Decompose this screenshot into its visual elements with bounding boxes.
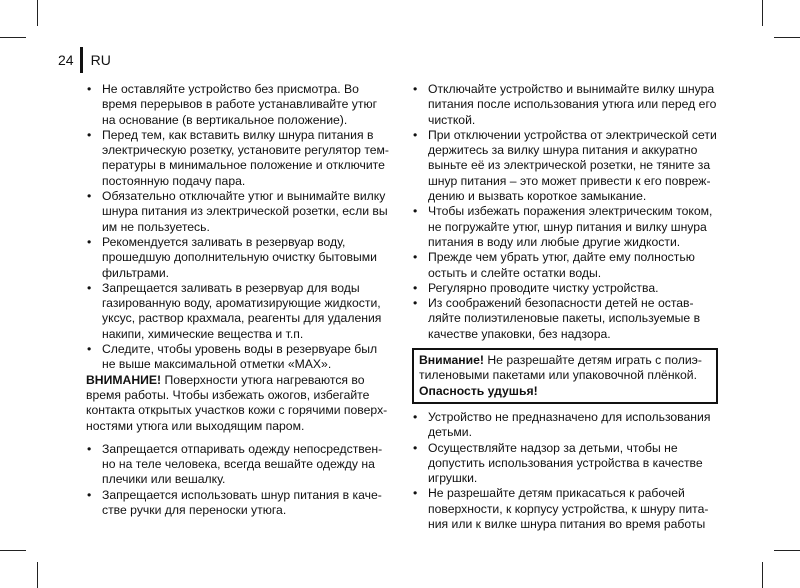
warning-box-label: Внимание! [419, 353, 484, 368]
list-item: • Не оставляйте устройство без присмотра. Во время перерывов в работе устанавливайте утюг на основание (в вертикальное положение). [86, 82, 390, 128]
list-item: • Перед тем, как вставить вилку шнура питания в электрическую розетку, установите регулятор тем-пературы в минимальное положение и отключите постоянную подачу пара. [86, 128, 390, 189]
crop-mark [762, 0, 763, 26]
warning-paragraph [86, 373, 390, 434]
warning-text: Поверхности утюга нагреваются во время работы. Чтобы избежать ожогов, избегайте контакта открытых участков кожи с горячими поверх-ностями утюга или выходящим паром. [86, 372, 388, 433]
list-item: • Отключайте устройство и вынимайте вилку шнура питания после использования утюга или перед его чисткой. [412, 82, 718, 128]
left-column [86, 82, 390, 518]
list-item: • Регулярно проводите чистку устройства. [412, 281, 718, 296]
list-item: • Запрещается заливать в резервуар для воды газированную воду, ароматизирующие жидкости, уксус, раствор крахмала, реагенты для удаления накипи, химические вещества и т.п. [86, 281, 390, 342]
crop-mark [774, 37, 800, 38]
crop-mark [0, 550, 26, 551]
crop-mark [37, 0, 38, 26]
language-code: RU [90, 52, 111, 68]
list-item: • Осуществляйте надзор за детьми, чтобы не допустить использования устройства в качестве игрушки. [412, 441, 718, 487]
list-item: • Обязательно отключайте утюг и вынимайте вилку шнура питания из электрической розетки, если вы им не пользуетесь. [86, 189, 390, 235]
warning-box-danger: Опасность удушья! [419, 383, 538, 398]
crop-mark [762, 562, 763, 588]
warning-label: ВНИМАНИЕ! [86, 372, 162, 387]
crop-mark [37, 562, 38, 588]
list-item: • Рекомендуется заливать в резервуар воду, прошедшую дополнительную очистку бытовыми фильтрами. [86, 235, 390, 281]
warning-box [412, 348, 718, 404]
list-item: • Прежде чем убрать утюг, дайте ему полностью остыть и слейте остатки воды. [412, 250, 718, 281]
list-item: • Запрещается отпаривать одежду непосредствен-но на теле человека, всегда вешайте одежду на плечики или вешалку. [86, 442, 390, 488]
list-item: • Запрещается использовать шнур питания в каче-стве ручки для переноски утюга. [86, 488, 390, 519]
crop-mark [0, 37, 26, 38]
right-column [412, 82, 718, 532]
crop-mark [774, 550, 800, 551]
warning-box-text: Не разрешайте детям играть с полиэ-тиленовыми пакетами или упаковочной плёнкой. [419, 353, 702, 383]
list-item: • Из соображений безопасности детей не остав-ляйте полиэтиленовые пакеты, используемые в качестве упаковки, без надзора. [412, 296, 718, 342]
safety-list [412, 410, 718, 532]
list-item: • Чтобы избежать поражения электрическим током, не погружайте утюг, шнур питания и вилку шнура питания в воду или любые другие жидкости. [412, 204, 718, 250]
list-item: • Следите, чтобы уровень воды в резервуаре был не выше максимальной отметки «MAX». [86, 342, 390, 373]
header-divider [80, 47, 83, 73]
list-item: • Устройство не предназначено для использования детьми. [412, 410, 718, 441]
page-number: 24 [58, 52, 74, 68]
safety-list [86, 442, 390, 518]
safety-list [86, 82, 390, 373]
list-item: • При отключении устройства от электрической сети держитесь за вилку шнура питания и аккуратно выньте её из электрической розетки, не тяните за шнур питания – это может привести к его повреж-дению и вызвать короткое замыкание. [412, 128, 718, 204]
safety-list [412, 82, 718, 342]
page-header [58, 46, 111, 74]
list-item: • Не разрешайте детям прикасаться к рабочей поверхности, к корпусу устройства, к шнуру пита-ния или к вилке шнура питания во время работы [412, 486, 718, 532]
